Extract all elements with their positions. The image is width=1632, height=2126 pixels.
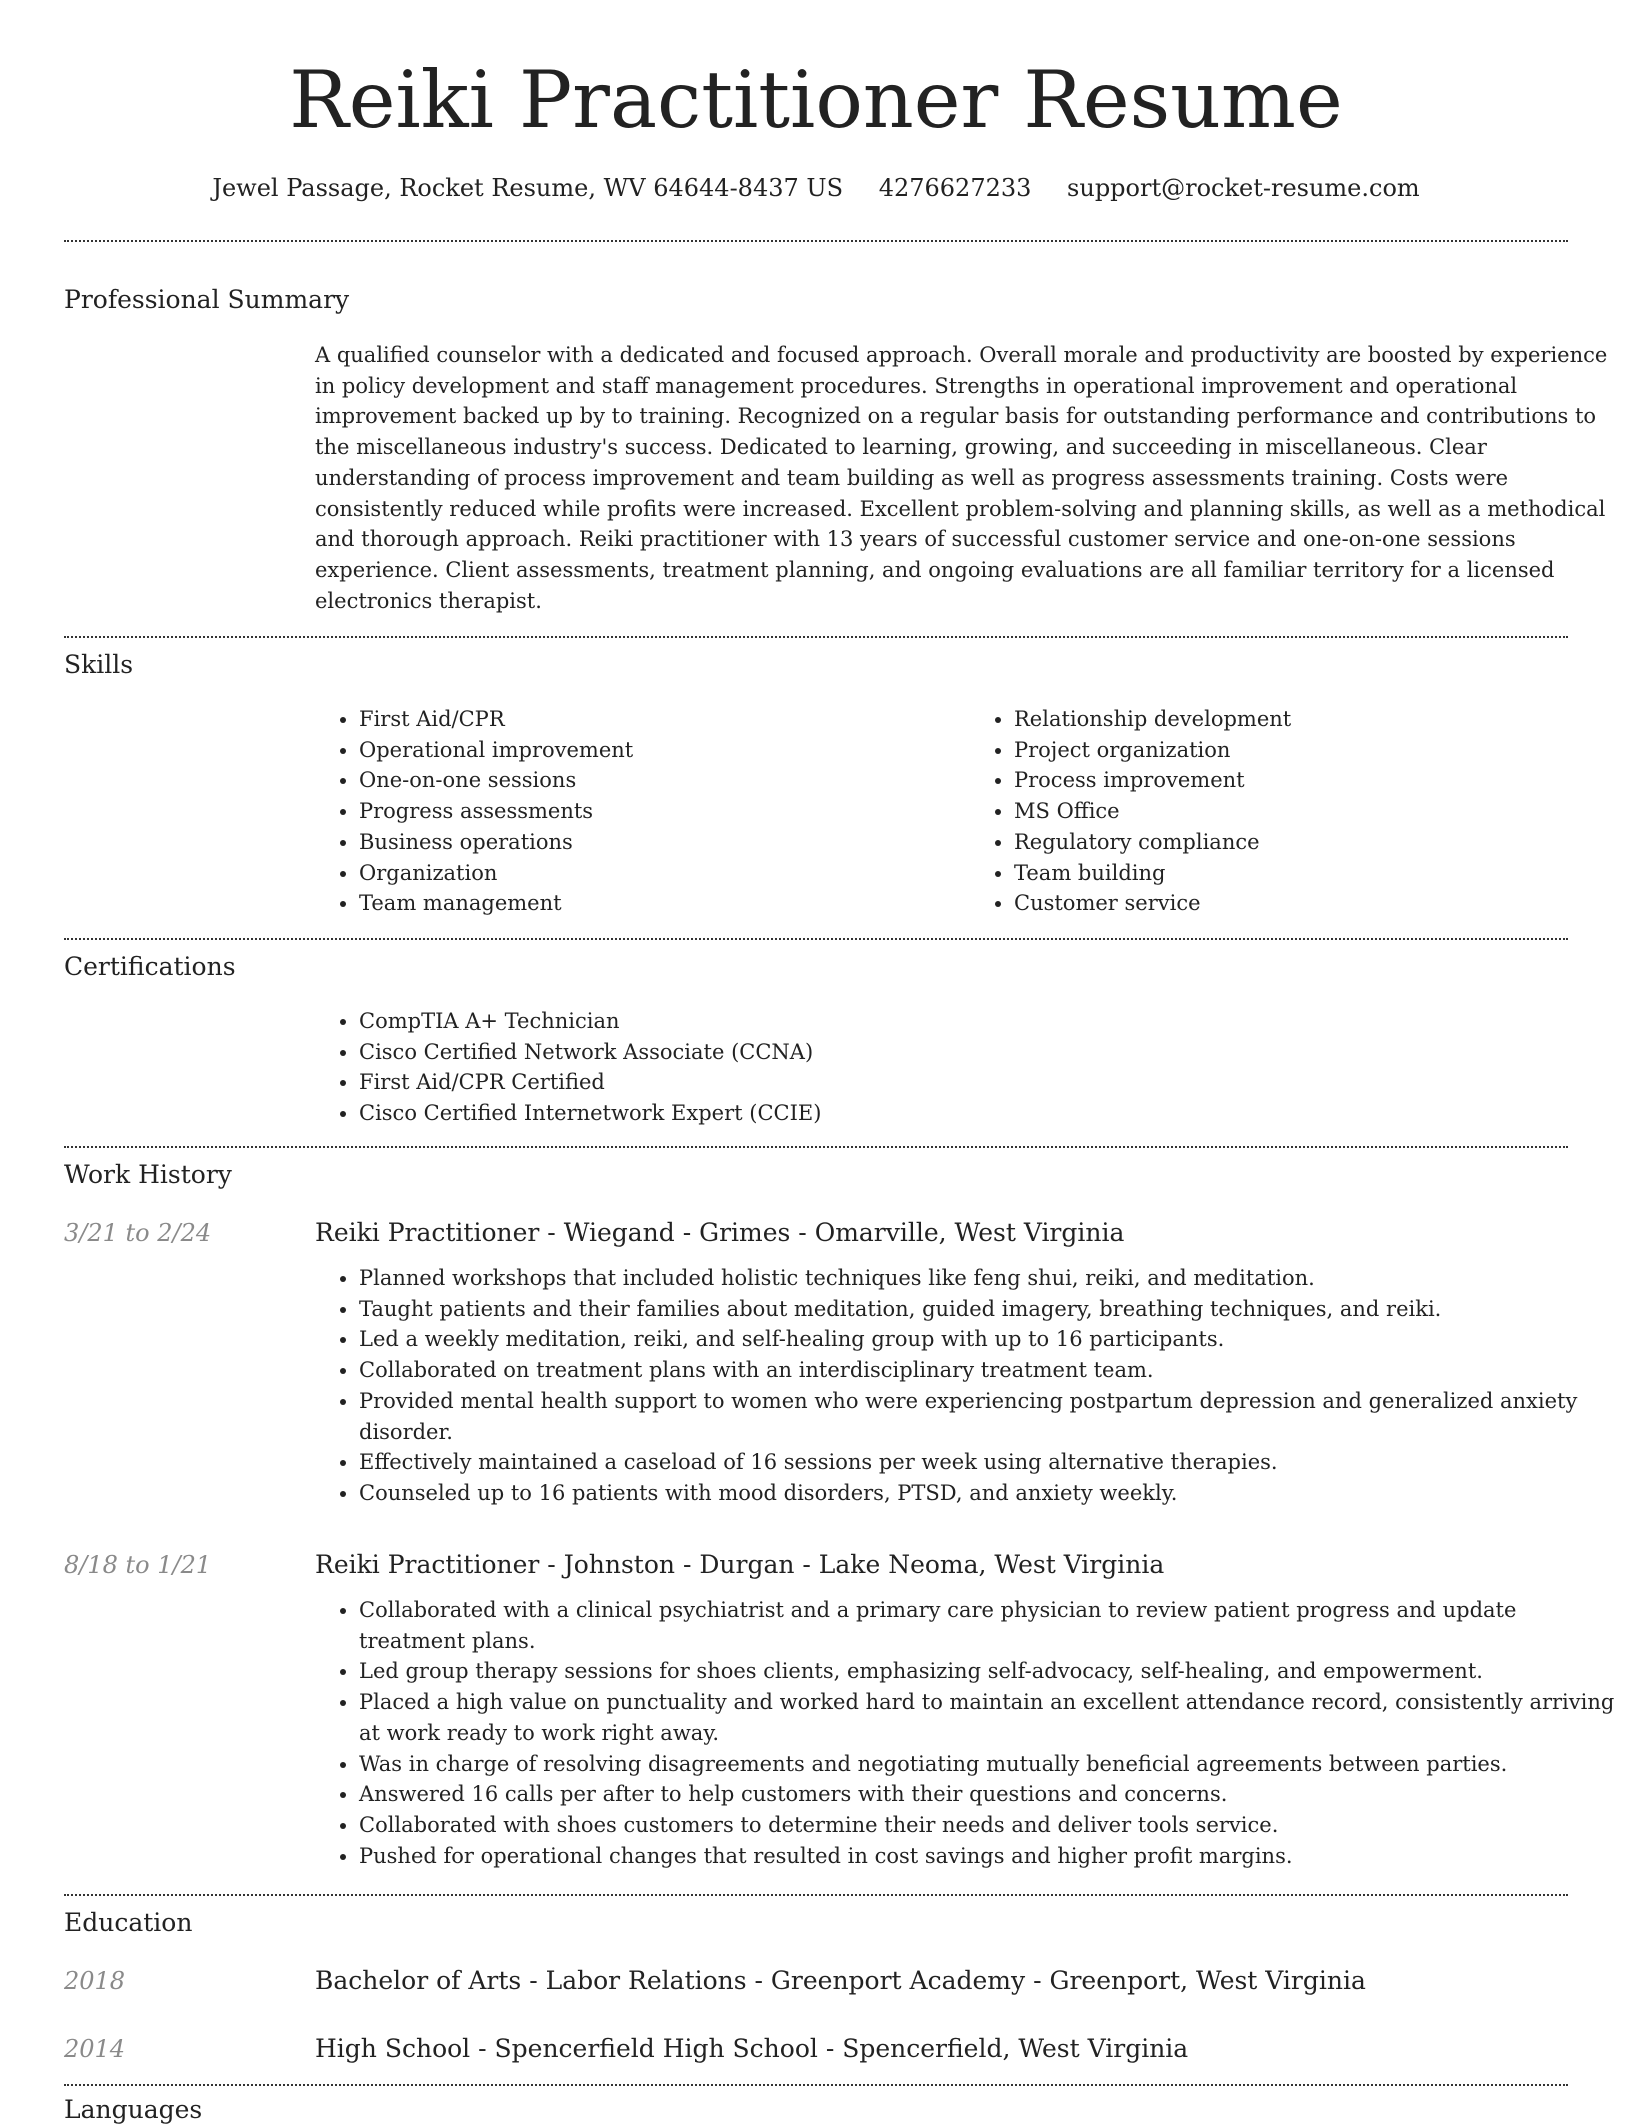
contact-address: Jewel Passage, Rocket Resume, WV 64644-8437 US xyxy=(212,174,844,202)
skill-item: • Operational improvement xyxy=(359,735,970,766)
skills-column-left xyxy=(315,704,970,919)
job-duties-list xyxy=(315,1595,1625,1871)
languages-heading: Languages xyxy=(64,2095,203,2124)
job-dates: 3/21 to 2/24 xyxy=(64,1219,212,1247)
certification-item: • CompTIA A+ Technician xyxy=(359,1006,1625,1037)
job-entry xyxy=(315,1217,1625,1509)
skill-item: • Process improvement xyxy=(1014,765,1625,796)
education-year: 2018 xyxy=(64,1967,126,1995)
skill-item: • Team building xyxy=(1014,858,1625,889)
education-heading: Education xyxy=(64,1908,193,1937)
summary-section xyxy=(315,340,1625,616)
job-duties-list xyxy=(315,1263,1625,1509)
job-duty: • Pushed for operational changes that resulted in cost savings and higher profit margins. xyxy=(359,1841,1625,1872)
education-entry: High School - Spencerfield High School - Spencerfield, West Virginia xyxy=(315,2034,1189,2063)
job-title: Reiki Practitioner - Johnston - Durgan - Lake Neoma, West Virginia xyxy=(315,1550,1165,1579)
section-divider xyxy=(64,2084,1568,2086)
certification-item: • Cisco Certified Internetwork Expert (CCIE) xyxy=(359,1098,1625,1129)
skill-item: • Regulatory compliance xyxy=(1014,827,1625,858)
skill-item: • First Aid/CPR xyxy=(359,704,970,735)
certifications-section xyxy=(315,1006,1625,1129)
skill-item: • Project organization xyxy=(1014,735,1625,766)
skill-item: • Relationship development xyxy=(1014,704,1625,735)
education-year: 2014 xyxy=(64,2035,126,2063)
contact-line xyxy=(64,172,1568,204)
section-divider xyxy=(64,1146,1568,1148)
skill-item: • Organization xyxy=(359,858,970,889)
resume-title: Reiki Practitioner Resume xyxy=(289,54,1343,146)
job-duty: • Was in charge of resolving disagreements and negotiating mutually beneficial agreements between parties. xyxy=(359,1749,1625,1780)
certification-item: • First Aid/CPR Certified xyxy=(359,1067,1625,1098)
job-title: Reiki Practitioner - Wiegand - Grimes - Omarville, West Virginia xyxy=(315,1218,1125,1247)
job-entry xyxy=(315,1549,1625,1871)
skill-item: • Progress assessments xyxy=(359,796,970,827)
skill-item: • One-on-one sessions xyxy=(359,765,970,796)
summary-heading: Professional Summary xyxy=(64,285,350,314)
skill-item: • Customer service xyxy=(1014,888,1625,919)
skills-heading: Skills xyxy=(64,650,134,679)
skills-section xyxy=(315,704,1625,919)
job-duty: • Answered 16 calls per after to help customers with their questions and concerns. xyxy=(359,1779,1625,1810)
job-duty: • Collaborated on treatment plans with an interdisciplinary treatment team. xyxy=(359,1355,1625,1386)
section-divider xyxy=(64,938,1568,940)
job-duty: • Collaborated with shoes customers to determine their needs and deliver tools service. xyxy=(359,1810,1625,1841)
section-divider xyxy=(64,1894,1568,1896)
job-duty: • Counseled up to 16 patients with mood disorders, PTSD, and anxiety weekly. xyxy=(359,1478,1625,1509)
skill-item: • Business operations xyxy=(359,827,970,858)
job-duty: • Effectively maintained a caseload of 16 sessions per week using alternative therapies. xyxy=(359,1447,1625,1478)
job-duty: • Placed a high value on punctuality and worked hard to maintain an excellent attendance record, consistently arriving at work ready to work right away. xyxy=(359,1687,1625,1748)
section-divider xyxy=(64,636,1568,638)
contact-phone: 4276627233 xyxy=(878,174,1032,202)
contact-email[interactable]: support@rocket-resume.com xyxy=(1067,174,1420,202)
summary-text: A qualified counselor with a dedicated and focused approach. Overall morale and productivity are boosted by experience in policy development and staff management procedures. Strengths in operational improvement and operational improvement backed up by to training. Recognized on a regular basis for outstanding performance and contributions to the miscellaneous industry's success. Dedicated to learning, growing, and succeeding in miscellaneous. Clear understanding of process improvement and team building as well as progress assessments training. Costs were consistently reduced while profits were increased. Excellent problem-solving and planning skills, as well as a methodical and thorough approach. Reiki practitioner with 13 years of successful customer service and one-on-one sessions experience. Client assessments, treatment planning, and ongoing evaluations are all familiar territory for a licensed electronics therapist. xyxy=(315,343,1608,613)
certifications-list xyxy=(315,1006,1625,1129)
education-entry: Bachelor of Arts - Labor Relations - Greenport Academy - Greenport, West Virginia xyxy=(315,1966,1366,1995)
certification-item: • Cisco Certified Network Associate (CCNA) xyxy=(359,1037,1625,1068)
work-history-heading: Work History xyxy=(64,1160,232,1189)
job-duty: • Planned workshops that included holistic techniques like feng shui, reiki, and meditation. xyxy=(359,1263,1625,1294)
job-duty: • Led a weekly meditation, reiki, and self-healing group with up to 16 participants. xyxy=(359,1324,1625,1355)
job-dates: 8/18 to 1/21 xyxy=(64,1551,212,1579)
job-duty: • Led group therapy sessions for shoes clients, emphasizing self-advocacy, self-healing, and empowerment. xyxy=(359,1656,1625,1687)
section-divider xyxy=(64,240,1568,242)
job-duty: • Provided mental health support to women who were experiencing postpartum depression and generalized anxiety disorder. xyxy=(359,1386,1625,1447)
job-duty: • Collaborated with a clinical psychiatrist and a primary care physician to review patient progress and update treatment plans. xyxy=(359,1595,1625,1656)
skill-item: • Team management xyxy=(359,888,970,919)
certifications-heading: Certifications xyxy=(64,952,236,981)
job-duty: • Taught patients and their families about meditation, guided imagery, breathing techniques, and reiki. xyxy=(359,1294,1625,1325)
skills-column-right xyxy=(970,704,1625,919)
skill-item: • MS Office xyxy=(1014,796,1625,827)
